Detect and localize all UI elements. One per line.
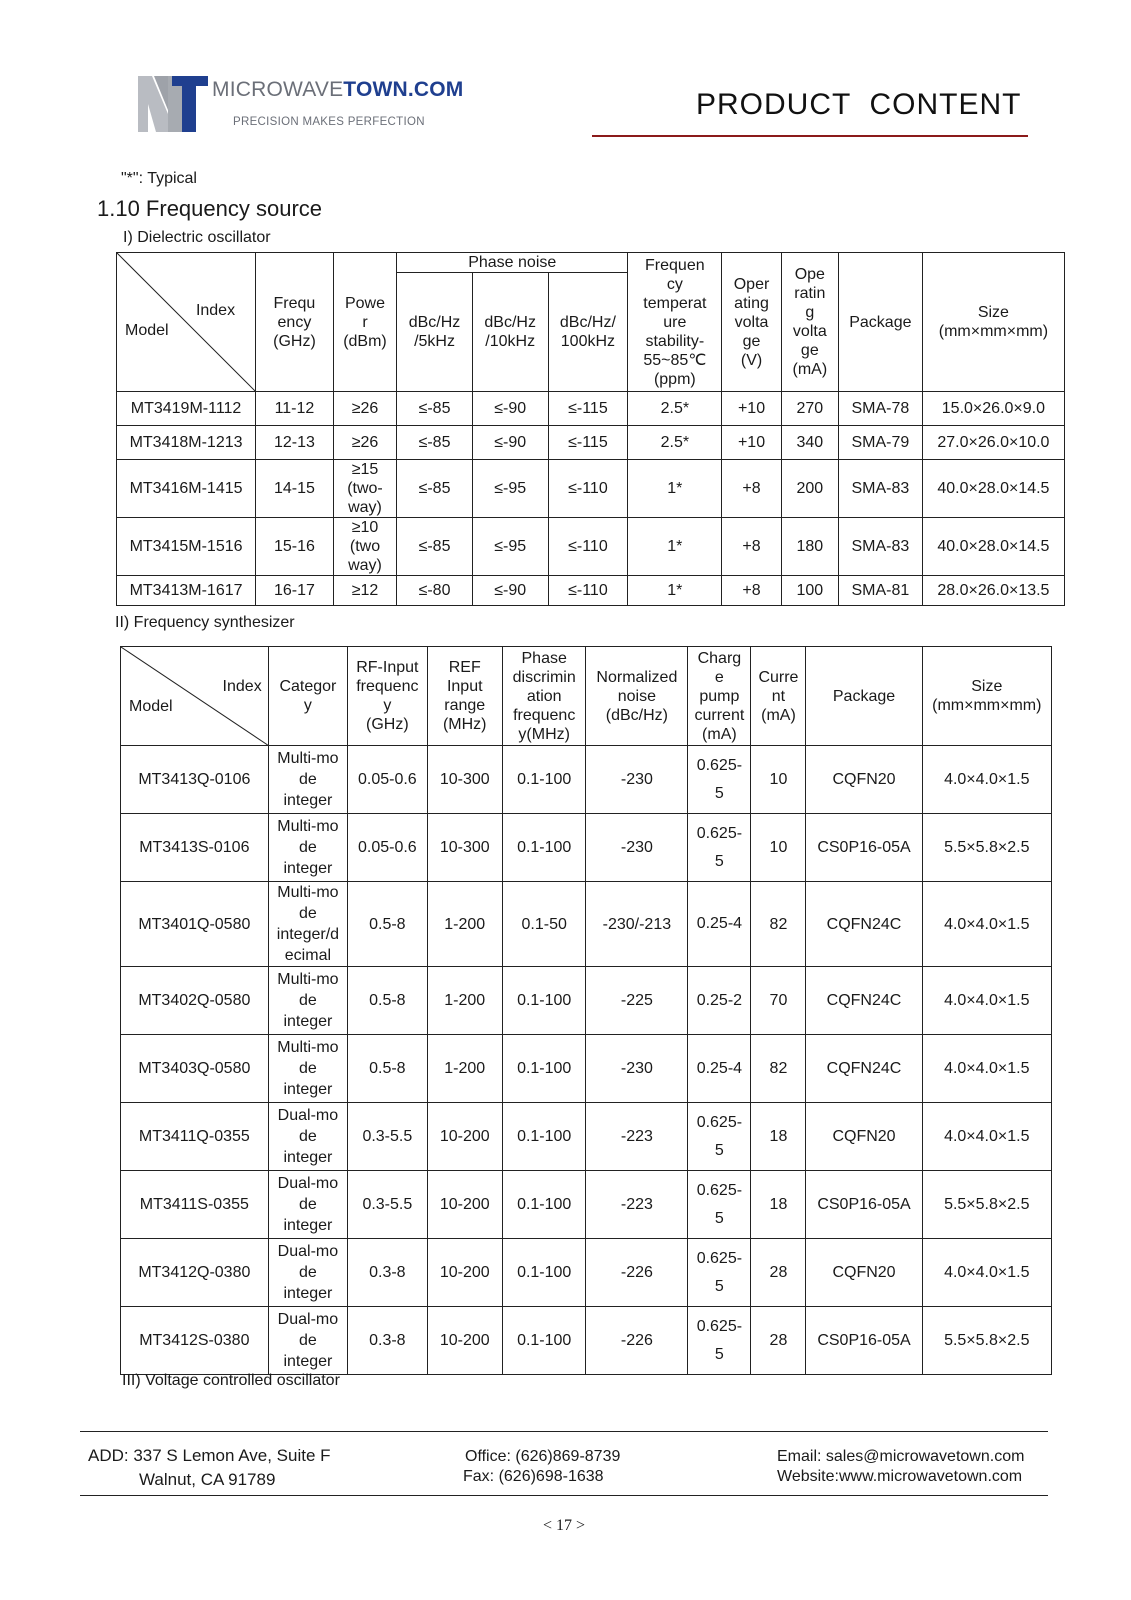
cell-pn-100khz: ≤-115 xyxy=(548,426,628,460)
cell-model: MT3418M-1213 xyxy=(117,426,256,460)
cell-package: CQFN24C xyxy=(806,1035,922,1103)
cell-temp-stability: 1* xyxy=(628,460,722,518)
cell-model: MT3402Q-0580 xyxy=(121,967,269,1035)
cell-phase-discrimination: 0.1-50 xyxy=(502,882,586,967)
subsection-dielectric: I) Dielectric oscillator xyxy=(123,229,271,246)
table-row xyxy=(117,426,1065,460)
cell-ref-input: 10-300 xyxy=(427,814,502,882)
corner-index-label: Index xyxy=(195,302,236,319)
cell-charge-pump: 0.25-2 xyxy=(688,967,751,1035)
col-pn-10khz: dBc/Hz /10kHz xyxy=(472,273,548,392)
cell-ref-input: 10-200 xyxy=(427,1239,502,1307)
cell-power: ≥12 xyxy=(333,576,396,606)
company-logo xyxy=(138,74,208,134)
cell-category: Multi-mo de integer/d ecimal xyxy=(268,882,347,967)
cell-size: 5.5×5.8×2.5 xyxy=(922,814,1051,882)
brand-tagline: PRECISION MAKES PERFECTION xyxy=(233,116,425,128)
cell-current: 10 xyxy=(751,746,806,814)
col-current: Curre nt (mA) xyxy=(751,647,806,746)
corner-model-label: Model xyxy=(125,322,169,339)
cell-normalized-noise: -230 xyxy=(586,746,688,814)
cell-power: ≥15 (two- way) xyxy=(333,460,396,518)
cell-phase-discrimination: 0.1-100 xyxy=(502,746,586,814)
cell-ref-input: 1-200 xyxy=(427,882,502,967)
table-row xyxy=(117,460,1065,518)
cell-phase-discrimination: 0.1-100 xyxy=(502,1239,586,1307)
cell-voltage: +8 xyxy=(722,460,781,518)
cell-category: Dual-mo de integer xyxy=(268,1103,347,1171)
cell-power: ≥26 xyxy=(333,392,396,426)
cell-package: CQFN24C xyxy=(806,967,922,1035)
cell-size: 4.0×4.0×1.5 xyxy=(922,746,1051,814)
cell-model: MT3403Q-0580 xyxy=(121,1035,269,1103)
cell-model: MT3415M-1516 xyxy=(117,518,256,576)
cell-package: CQFN20 xyxy=(806,1239,922,1307)
cell-category: Multi-mo de integer xyxy=(268,814,347,882)
footer-website: Website:www.microwavetown.com xyxy=(777,1468,1023,1485)
cell-size: 15.0×26.0×9.0 xyxy=(922,392,1064,426)
cell-ref-input: 1-200 xyxy=(427,1035,502,1103)
cell-size: 5.5×5.8×2.5 xyxy=(922,1307,1051,1375)
cell-size: 28.0×26.0×13.5 xyxy=(922,576,1064,606)
cell-voltage: +8 xyxy=(722,576,781,606)
cell-frequency: 14-15 xyxy=(256,460,334,518)
cell-pn-100khz: ≤-110 xyxy=(548,576,628,606)
cell-normalized-noise: -223 xyxy=(586,1103,688,1171)
col-package: Package xyxy=(806,647,922,746)
cell-package: CQFN24C xyxy=(806,882,922,967)
cell-pn-10khz: ≤-90 xyxy=(472,392,548,426)
table-row xyxy=(117,392,1065,426)
cell-rf-input: 0.5-8 xyxy=(348,882,427,967)
col-phase-noise-group: Phase noise xyxy=(397,253,628,273)
section-title: 1.10 Frequency source xyxy=(97,196,323,221)
cell-category: Multi-mo de integer xyxy=(268,746,347,814)
subsection-synthesizer: II) Frequency synthesizer xyxy=(115,614,295,631)
cell-rf-input: 0.05-0.6 xyxy=(348,814,427,882)
cell-rf-input: 0.5-8 xyxy=(348,967,427,1035)
corner-model-label: Model xyxy=(129,698,173,715)
cell-frequency: 12-13 xyxy=(256,426,334,460)
cell-package: SMA-79 xyxy=(838,426,922,460)
cell-normalized-noise: -230/-213 xyxy=(586,882,688,967)
cell-ref-input: 10-200 xyxy=(427,1307,502,1375)
table-row xyxy=(121,967,1052,1035)
col-ref-input-range: REF Input range (MHz) xyxy=(427,647,502,746)
cell-charge-pump: 0.625- 5 xyxy=(688,1307,751,1375)
cell-charge-pump: 0.625- 5 xyxy=(688,1239,751,1307)
col-size: Size (mm×mm×mm) xyxy=(922,253,1064,392)
cell-pn-5khz: ≤-85 xyxy=(397,392,473,426)
footer-email: Email: sales@microwavetown.com xyxy=(777,1448,1025,1465)
cell-current: 28 xyxy=(751,1307,806,1375)
cell-package: CS0P16-05A xyxy=(806,1171,922,1239)
cell-package: SMA-81 xyxy=(838,576,922,606)
cell-package: CS0P16-05A xyxy=(806,814,922,882)
cell-phase-discrimination: 0.1-100 xyxy=(502,1307,586,1375)
cell-voltage: +8 xyxy=(722,518,781,576)
table1-corner-cell xyxy=(117,253,256,392)
cell-ref-input: 10-200 xyxy=(427,1171,502,1239)
footer-top-rule xyxy=(80,1431,1048,1432)
table-row xyxy=(121,882,1052,967)
cell-package: CQFN20 xyxy=(806,746,922,814)
col-phase-discrimination: Phase discrimin ation frequenc y(MHz) xyxy=(502,647,586,746)
cell-pn-10khz: ≤-95 xyxy=(472,460,548,518)
cell-size: 4.0×4.0×1.5 xyxy=(922,1103,1051,1171)
footer-office-phone: Office: (626)869-8739 xyxy=(465,1448,621,1465)
footer-fax: Fax: (626)698-1638 xyxy=(463,1468,604,1485)
cell-current: 18 xyxy=(751,1103,806,1171)
cell-voltage: +10 xyxy=(722,426,781,460)
cell-phase-discrimination: 0.1-100 xyxy=(502,1171,586,1239)
cell-package: SMA-83 xyxy=(838,460,922,518)
col-size: Size (mm×mm×mm) xyxy=(922,647,1051,746)
cell-pn-100khz: ≤-110 xyxy=(548,518,628,576)
cell-model: MT3401Q-0580 xyxy=(121,882,269,967)
page-title: PRODUCT CONTENT xyxy=(696,88,1022,121)
col-rf-input-frequency: RF-Input frequenc y (GHz) xyxy=(348,647,427,746)
cell-rf-input: 0.3-8 xyxy=(348,1239,427,1307)
cell-pn-100khz: ≤-115 xyxy=(548,392,628,426)
cell-model: MT3416M-1415 xyxy=(117,460,256,518)
table-row xyxy=(121,746,1052,814)
col-pn-5khz: dBc/Hz /5kHz xyxy=(397,273,473,392)
cell-charge-pump: 0.25-4 xyxy=(688,882,751,967)
cell-category: Dual-mo de integer xyxy=(268,1171,347,1239)
cell-phase-discrimination: 0.1-100 xyxy=(502,1035,586,1103)
cell-current: 200 xyxy=(781,460,838,518)
cell-normalized-noise: -225 xyxy=(586,967,688,1035)
cell-current: 10 xyxy=(751,814,806,882)
cell-category: Multi-mo de integer xyxy=(268,967,347,1035)
cell-rf-input: 0.3-5.5 xyxy=(348,1103,427,1171)
cell-package: CQFN20 xyxy=(806,1103,922,1171)
cell-charge-pump: 0.625- 5 xyxy=(688,1103,751,1171)
footer-bottom-rule xyxy=(80,1495,1048,1496)
table-row xyxy=(121,814,1052,882)
cell-voltage: +10 xyxy=(722,392,781,426)
cell-rf-input: 0.3-5.5 xyxy=(348,1171,427,1239)
cell-temp-stability: 1* xyxy=(628,576,722,606)
table-row xyxy=(117,576,1065,606)
cell-charge-pump: 0.625- 5 xyxy=(688,746,751,814)
cell-phase-discrimination: 0.1-100 xyxy=(502,967,586,1035)
cell-category: Dual-mo de integer xyxy=(268,1239,347,1307)
cell-current: 82 xyxy=(751,882,806,967)
title-divider xyxy=(592,135,1028,137)
cell-normalized-noise: -223 xyxy=(586,1171,688,1239)
cell-frequency: 16-17 xyxy=(256,576,334,606)
brand-name: MICROWAVETOWN.COM xyxy=(212,78,464,101)
cell-pn-10khz: ≤-95 xyxy=(472,518,548,576)
cell-current: 270 xyxy=(781,392,838,426)
frequency-synthesizer-table xyxy=(120,646,1052,1375)
cell-model: MT3412S-0380 xyxy=(121,1307,269,1375)
cell-ref-input: 1-200 xyxy=(427,967,502,1035)
cell-frequency: 11-12 xyxy=(256,392,334,426)
cell-temp-stability: 2.5* xyxy=(628,392,722,426)
footer-address-line1: ADD: 337 S Lemon Ave, Suite F xyxy=(88,1446,331,1465)
cell-normalized-noise: -230 xyxy=(586,1035,688,1103)
cell-pn-10khz: ≤-90 xyxy=(472,576,548,606)
cell-rf-input: 0.5-8 xyxy=(348,1035,427,1103)
cell-category: Multi-mo de integer xyxy=(268,1035,347,1103)
table-row xyxy=(121,1035,1052,1103)
col-frequency: Frequ ency (GHz) xyxy=(256,253,334,392)
cell-normalized-noise: -230 xyxy=(586,814,688,882)
footer-address-line2: Walnut, CA 91789 xyxy=(139,1470,276,1489)
cell-temp-stability: 1* xyxy=(628,518,722,576)
cell-package: CS0P16-05A xyxy=(806,1307,922,1375)
cell-size: 5.5×5.8×2.5 xyxy=(922,1171,1051,1239)
cell-size: 4.0×4.0×1.5 xyxy=(922,882,1051,967)
col-operating-voltage: Oper ating volta ge (V) xyxy=(722,253,781,392)
subsection-vco: III) Voltage controlled oscillator xyxy=(122,1372,340,1389)
cell-model: MT3413S-0106 xyxy=(121,814,269,882)
cell-current: 180 xyxy=(781,518,838,576)
table-row xyxy=(121,1171,1052,1239)
cell-power: ≥26 xyxy=(333,426,396,460)
col-power: Powe r (dBm) xyxy=(333,253,396,392)
cell-model: MT3413Q-0106 xyxy=(121,746,269,814)
cell-phase-discrimination: 0.1-100 xyxy=(502,814,586,882)
col-charge-pump: Charg e pump current (mA) xyxy=(688,647,751,746)
cell-package: SMA-78 xyxy=(838,392,922,426)
cell-model: MT3411Q-0355 xyxy=(121,1103,269,1171)
cell-pn-5khz: ≤-85 xyxy=(397,426,473,460)
cell-model: MT3413M-1617 xyxy=(117,576,256,606)
cell-current: 340 xyxy=(781,426,838,460)
cell-pn-5khz: ≤-80 xyxy=(397,576,473,606)
cell-pn-5khz: ≤-85 xyxy=(397,518,473,576)
cell-model: MT3411S-0355 xyxy=(121,1171,269,1239)
table-row xyxy=(121,1307,1052,1375)
page-number: < 17 > xyxy=(543,1517,586,1534)
dielectric-oscillator-table xyxy=(116,252,1065,606)
cell-current: 70 xyxy=(751,967,806,1035)
table-row xyxy=(121,1239,1052,1307)
cell-power: ≥10 (two way) xyxy=(333,518,396,576)
cell-pn-10khz: ≤-90 xyxy=(472,426,548,460)
cell-frequency: 15-16 xyxy=(256,518,334,576)
cell-package: SMA-83 xyxy=(838,518,922,576)
col-category: Categor y xyxy=(268,647,347,746)
cell-current: 28 xyxy=(751,1239,806,1307)
corner-index-label: Index xyxy=(222,678,262,695)
cell-size: 4.0×4.0×1.5 xyxy=(922,967,1051,1035)
cell-current: 100 xyxy=(781,576,838,606)
cell-current: 82 xyxy=(751,1035,806,1103)
col-temp-stability: Frequen cy temperat ure stability- 55~85℃ (ppm) xyxy=(628,253,722,392)
cell-ref-input: 10-200 xyxy=(427,1103,502,1171)
table-row xyxy=(121,1103,1052,1171)
cell-pn-100khz: ≤-110 xyxy=(548,460,628,518)
cell-size: 4.0×4.0×1.5 xyxy=(922,1035,1051,1103)
cell-model: MT3412Q-0380 xyxy=(121,1239,269,1307)
cell-normalized-noise: -226 xyxy=(586,1239,688,1307)
col-normalized-noise: Normalized noise (dBc/Hz) xyxy=(586,647,688,746)
cell-temp-stability: 2.5* xyxy=(628,426,722,460)
table-row xyxy=(117,518,1065,576)
cell-size: 40.0×28.0×14.5 xyxy=(922,518,1064,576)
cell-size: 4.0×4.0×1.5 xyxy=(922,1239,1051,1307)
cell-model: MT3419M-1112 xyxy=(117,392,256,426)
cell-charge-pump: 0.625- 5 xyxy=(688,1171,751,1239)
cell-phase-discrimination: 0.1-100 xyxy=(502,1103,586,1171)
cell-normalized-noise: -226 xyxy=(586,1307,688,1375)
cell-ref-input: 10-300 xyxy=(427,746,502,814)
cell-category: Dual-mo de integer xyxy=(268,1307,347,1375)
cell-rf-input: 0.05-0.6 xyxy=(348,746,427,814)
cell-pn-5khz: ≤-85 xyxy=(397,460,473,518)
cell-charge-pump: 0.625- 5 xyxy=(688,814,751,882)
cell-charge-pump: 0.25-4 xyxy=(688,1035,751,1103)
typical-note: "*": Typical xyxy=(121,170,197,187)
col-operating-current: Ope ratin g volta ge (mA) xyxy=(781,253,838,392)
col-package: Package xyxy=(838,253,922,392)
cell-size: 27.0×26.0×10.0 xyxy=(922,426,1064,460)
table2-corner-cell xyxy=(121,647,269,746)
cell-current: 18 xyxy=(751,1171,806,1239)
col-pn-100khz: dBc/Hz/ 100kHz xyxy=(548,273,628,392)
cell-rf-input: 0.3-8 xyxy=(348,1307,427,1375)
cell-size: 40.0×28.0×14.5 xyxy=(922,460,1064,518)
